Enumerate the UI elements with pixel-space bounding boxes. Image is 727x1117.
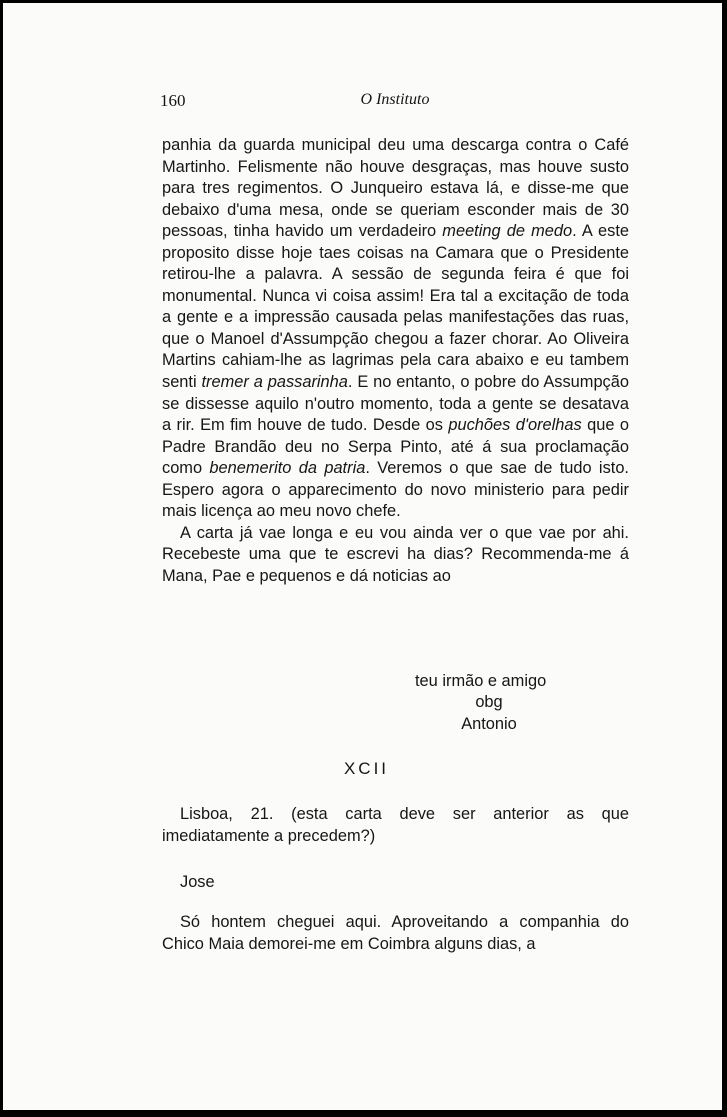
paragraph-1-text-e: . Veremos o que sae de tudo isto. Espero agora o apparecimento do novo ministerio para pedir mais licença ao meu novo chefe. [162,459,629,521]
italic-phrase-puchoes: puchões d'orelhas [448,416,582,435]
letter-number: XCII [343,759,390,778]
italic-phrase-benemerito: benemerito da patria [209,459,366,478]
paragraph-1-text-b: . A este proposito disse hoje taes coisas na Camara que o Presidente retirou-lhe a palavra. A sessão de segunda feira é que foi monumental. Nunca vi coisa assim! Era tal a excitação de toda a gente e a impressão causada pelas manifestações das ruas, que o Manoel d'Assumpção chegou a fazer chorar. Ao Oliveira Martins cahiam-lhe as lagrimas pela cara abaixo e eu tambem senti [162,222,630,392]
dateline: Lisboa, 21. (esta carta deve ser anterior as que imediatamente a precedem?) [162,805,629,845]
salutation: Jose [180,873,215,891]
paragraph-1-text-d: que o Padre Brandão deu no Serpa Pinto, até á sua proclamação como [162,416,629,478]
page-number: 160 [160,91,186,110]
opening-paragraph: Só hontem cheguei aqui. Aproveitando a companhia do Chico Maia demorei-me em Coimbra alguns dias, a [162,913,629,953]
signature-name: Antonio [461,714,517,733]
letter-body [162,135,629,587]
paragraph-1-text-a: panhia da guarda municipal deu uma descarga contra o Café Martinho. Felismente não houve desgraças, mas houve susto para tres regimentos. O Junqueiro estava lá, e disse-me que debaixo d'uma mesa, onde se queriam esconder mais de 30 pessoas, tinha havido um verdadeiro [162,136,629,241]
paragraph-1 [162,135,629,523]
paragraph-1-text-c: . E no entanto, o pobre do Assumpção se dissesse aquilo n'outro momento, toda a gente se desatava a rir. Em fim houve de tudo. Desde os [162,373,629,435]
closing-line: teu irmão e amigo [415,672,547,690]
italic-phrase-tremer: tremer a passarinha [201,373,348,392]
signature-block [403,671,563,735]
italic-phrase-meeting: meeting de medo [442,222,573,241]
book-page [3,3,722,1110]
running-title: O Instituto [360,91,430,108]
paragraph-2: A carta já vae longa e eu vou ainda ver o que vae por ahi. Recebeste uma que te escrevi ha dias? Recommenda-me á Mana, Pae e pequenos e dá noticias ao [162,523,629,585]
page-header [160,91,630,111]
closing-obg: obg [475,693,503,712]
